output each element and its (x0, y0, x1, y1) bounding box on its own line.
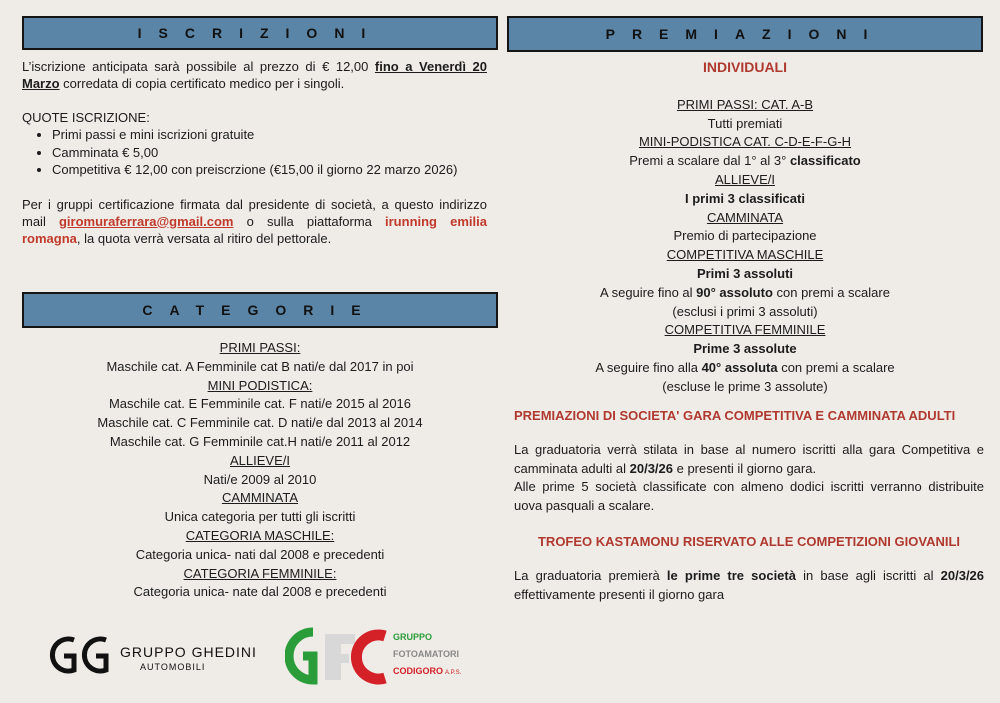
ghedini-mark-icon (52, 639, 106, 671)
cat-line: Categoria unica- nate dal 2008 e precedenti (133, 584, 387, 600)
trofeo-p-a: La graduatoria premierà (514, 568, 667, 583)
quote-item: • Camminata € 5,00 (52, 144, 487, 162)
cat-heading: MINI PODISTICA: (207, 377, 313, 393)
cat-heading: CATEGORIA FEMMINILE: (183, 565, 337, 581)
comp-m-text2-a: A seguire fino al (600, 284, 697, 300)
iscrizioni-paragraph-2 (22, 196, 487, 247)
iscrizioni-p2-c: , la quota verrà versata al ritiro del pettorale. (76, 230, 332, 246)
mini-text-a: Premi a scalare dal 1° al 3° (629, 153, 790, 169)
iscrizioni-p2-a: Per i gruppi certificazione firmata dal presidente di società, a questo indirizzo mail (22, 196, 487, 229)
cat-heading: PRIMI PASSI: (219, 340, 301, 355)
primi-passi-text: Tutti premiati (707, 115, 783, 131)
societa-paragraph-2: Alle prime 5 società classificate con almeno dodici iscritti verranno distribuite uova pasquali a scalare. (514, 479, 984, 513)
comp-f-text2 (507, 359, 983, 378)
trofeo-title: TROFEO KASTAMONU RISERVATO ALLE COMPETIZIONI GIOVANILI (537, 534, 961, 549)
camminata-text: Premio di partecipazione (673, 228, 817, 244)
comp-f-text3: (escluse le prime 3 assolute) (662, 378, 828, 394)
categorie-header (22, 292, 498, 328)
mini-text (507, 152, 983, 171)
iscrizioni-deadline: fino a Venerdì 20 Marzo (22, 59, 487, 91)
iscrizioni-header (22, 16, 498, 50)
cat-line (22, 565, 498, 584)
societa-p1-date: 20/3/26 (629, 460, 673, 476)
cat-heading: CATEGORIA MASCHILE: (185, 527, 335, 543)
gfc-line1: GRUPPO (393, 632, 433, 642)
comp-f-text2-a: A seguire fino alla (595, 359, 702, 375)
trofeo-paragraph (514, 567, 984, 604)
comp-m-text1: Primi 3 assoluti (696, 265, 794, 281)
trofeo-p-b: le prime tre società (666, 568, 796, 583)
ghedini-name: GRUPPO GHEDINI (120, 644, 257, 660)
trofeo-p-c: in base agli iscritti al (795, 568, 941, 583)
comp-f-text2-b: 40° assoluta (701, 359, 778, 375)
comp-m-text2 (507, 284, 983, 303)
societa-paragraph-1 (514, 441, 984, 478)
premiazioni-header (507, 16, 983, 52)
comp-m-text2-c: con premi a scalare (772, 284, 890, 300)
cat-line (22, 377, 498, 396)
premiazioni-societa (514, 408, 984, 604)
quote-list (22, 126, 487, 179)
comp-m-title: COMPETITIVA MASCHILE (666, 247, 824, 263)
primi-passi-title: PRIMI PASSI: CAT. A-B (676, 96, 814, 112)
iscrizioni-header-text: ISCRIZIONI (137, 25, 383, 41)
categorie-header-text: CATEGORIE (142, 302, 378, 318)
gfc-line2: FOTOAMATORI (393, 649, 459, 659)
iscrizioni-p1-a: L’iscrizione anticipata sarà possibile al prezzo di € 12,00 (22, 59, 375, 74)
ghedini-logo (40, 630, 270, 680)
quote-title: QUOTE ISCRIZIONE: (22, 110, 150, 125)
trofeo-p-e: effettivamente presenti il giorno gara (514, 586, 725, 602)
mini-title: MINI-PODISTICA CAT. C-D-E-F-G-H (638, 134, 852, 150)
comp-f-text2-c: con premi a scalare (777, 359, 895, 375)
gfc-mark-icon (289, 632, 385, 680)
gfc-suffix: A.P.S. (445, 670, 462, 676)
cat-line (22, 489, 498, 508)
gfc-line3: CODIGORO (393, 666, 444, 676)
premiazioni-header-text: PREMIAZIONI (605, 26, 885, 42)
cat-line (22, 339, 498, 358)
cat-line: Maschile cat. E Femminile cat. F nati/e 2015 al 2016 (108, 396, 412, 412)
cat-line (22, 452, 498, 471)
comp-m-text3: (esclusi i primi 3 assoluti) (672, 303, 818, 319)
cat-line: Nati/e 2009 al 2010 (203, 471, 317, 487)
mini-text-b: classificato (789, 153, 861, 169)
camminata-title: CAMMINATA (706, 209, 784, 225)
trofeo-p-date: 20/3/26 (940, 568, 985, 583)
individuali-title: INDIVIDUALI (703, 59, 787, 75)
email-link[interactable]: giromuraferrara@gmail.com (58, 213, 234, 229)
ghedini-sub: AUTOMOBILI (140, 662, 206, 672)
allieve-text: I primi 3 classificati (685, 190, 805, 206)
societa-p1-c: e presenti il giorno gara. (673, 460, 817, 476)
cat-heading: ALLIEVE/I (230, 452, 290, 468)
comp-f-text1: Prime 3 assolute (693, 341, 797, 357)
cat-line: Categoria unica- nati dal 2008 e precedenti (135, 546, 385, 562)
iscrizioni-p2-b: o sulla piattaforma (233, 213, 386, 229)
quote-item: • Competitiva € 12,00 con preiscrzione (€15,00 il giorno 22 marzo 2026) (52, 161, 487, 179)
societa-title: PREMIAZIONI DI SOCIETA' GARA COMPETITIVA E CAMMINATA ADULTI (514, 408, 956, 423)
gfc-logo (285, 626, 485, 686)
gfc-letters: GFC (321, 662, 330, 667)
categorie-list (22, 339, 498, 602)
quote-item: • Primi passi e mini iscrizioni gratuite (52, 126, 487, 144)
platform-name: irunning emilia romagna (22, 213, 487, 246)
iscrizioni-body (22, 58, 487, 247)
comp-m-text2-b: 90° assoluto (696, 284, 773, 300)
allieve-title: ALLIEVE/I (715, 171, 775, 187)
cat-heading: CAMMINATA (221, 490, 299, 506)
cat-line (22, 527, 498, 546)
cat-line: Maschile cat. G Femminile cat.H nati/e 2011 al 2012 (109, 433, 411, 449)
iscrizioni-p1-c: corredata di copia certificato medico per i singoli. (59, 76, 345, 91)
cat-line: Maschile cat. A Femminile cat B nati/e dal 2017 in poi (106, 358, 414, 374)
comp-f-title: COMPETITIVA FEMMINILE (664, 322, 826, 338)
cat-line: Unica categoria per tutti gli iscritti (164, 509, 356, 525)
iscrizioni-paragraph-1 (22, 58, 487, 92)
cat-line: Maschile cat. C Femminile cat. D nati/e dal 2013 al 2014 (97, 415, 423, 431)
premiazioni-individuali (507, 58, 983, 397)
societa-p1-a: La graduatoria verrà stilata in base al numero iscritti alla gara Competitiva e camminata adulti al (514, 442, 984, 476)
